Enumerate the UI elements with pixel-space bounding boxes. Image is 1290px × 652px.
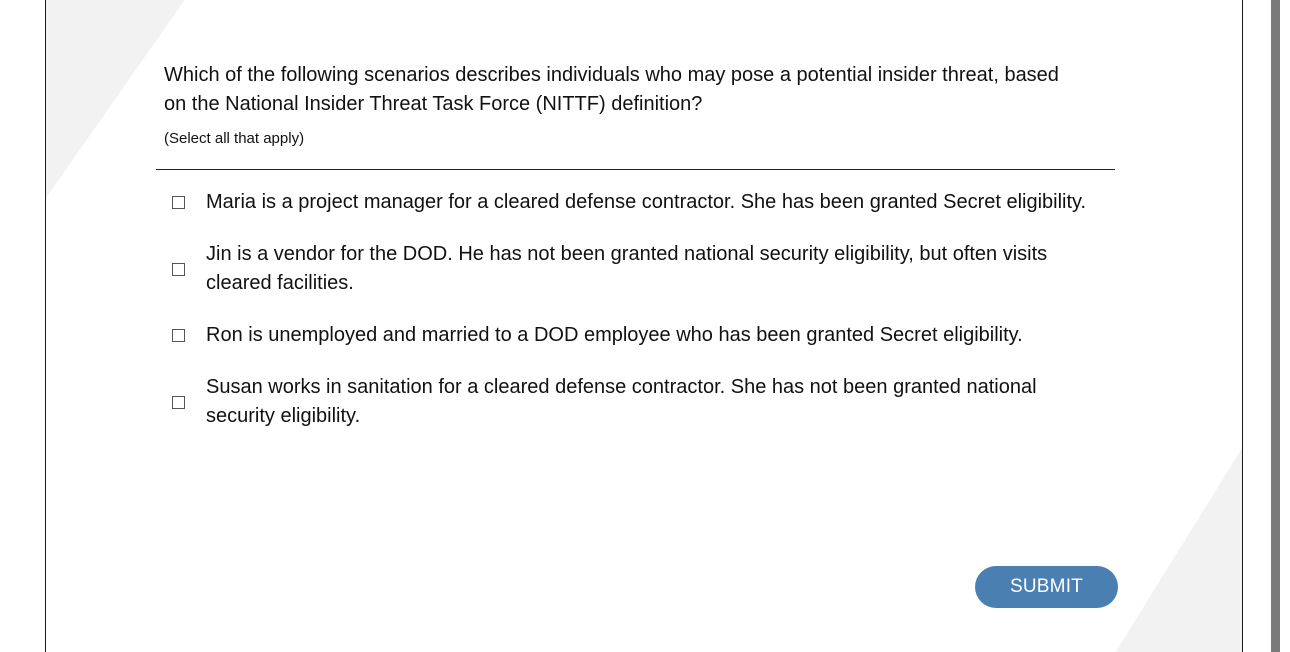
- checkbox[interactable]: [172, 196, 185, 209]
- option-label: Ron is unemployed and married to a DOD employee who has been granted Secret eligibility.: [206, 324, 1023, 346]
- checkbox[interactable]: [172, 329, 185, 342]
- option-label: Maria is a project manager for a cleared defense contractor. She has been granted Secret eligibility.: [206, 191, 1087, 213]
- option-jin[interactable]: [172, 240, 1102, 298]
- select-all-instruction: (Select all that apply): [164, 130, 305, 147]
- scrollbar[interactable]: [1271, 0, 1280, 652]
- answer-options: [172, 188, 1102, 454]
- option-maria[interactable]: [172, 188, 1102, 217]
- decorative-shape-bottom: [1112, 448, 1242, 652]
- option-label: Susan works in sanitation for a cleared defense contractor. She has not been granted national security eligibility.: [206, 376, 1037, 427]
- checkbox[interactable]: [172, 396, 185, 409]
- checkbox[interactable]: [172, 263, 185, 276]
- divider: [156, 169, 1115, 170]
- question-text: Which of the following scenarios describes individuals who may pose a potential insider threat, based on the National Insider Threat Task Force (NITTF) definition?: [164, 64, 1059, 115]
- submit-button[interactable]: SUBMIT: [975, 566, 1118, 608]
- option-susan[interactable]: [172, 373, 1102, 431]
- option-ron[interactable]: [172, 321, 1102, 350]
- option-label: Jin is a vendor for the DOD. He has not been granted national security eligibility, but often visits cleared facilities.: [206, 243, 1048, 294]
